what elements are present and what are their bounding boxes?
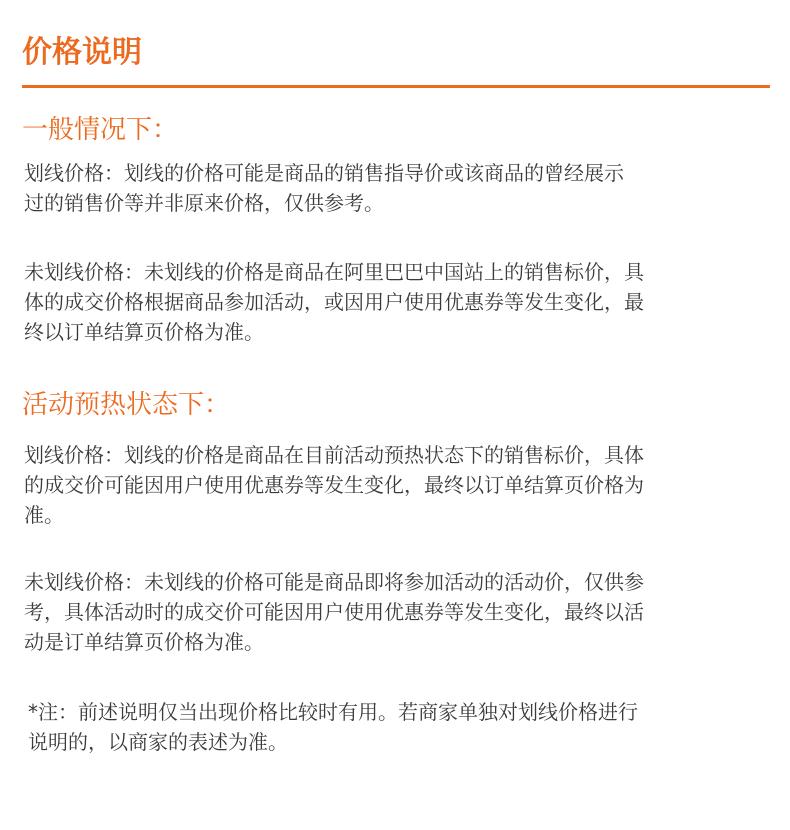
paragraph-line: 未划线价格：未划线的价格可能是商品即将参加活动的活动价，仅供参 [24,570,644,594]
paragraph-line: 考，具体活动时的成交价可能因用户使用优惠券等发生变化，最终以活 [24,600,644,624]
paragraph-non-strikethrough-price-normal [24,257,644,347]
paragraph-line: 划线价格：划线的价格是商品在目前活动预热状态下的销售标价，具体 [24,443,644,467]
paragraph-strikethrough-price-preheat [24,440,644,530]
paragraph-line: 划线价格：划线的价格可能是商品的销售指导价或该商品的曾经展示 [24,161,624,185]
footnote-line: 说明的，以商家的表述为准。 [28,730,288,754]
paragraph-line: 体的成交价格根据商品参加活动，或因用户使用优惠券等发生变化，最 [24,290,644,314]
paragraph-line: 动是订单结算页价格为准。 [24,630,264,654]
paragraph-line: 的成交价可能因用户使用优惠券等发生变化，最终以订单结算页价格为 [24,473,644,497]
section-heading-preheat: 活动预热状态下： [22,390,231,420]
paragraph-strikethrough-price-normal [24,158,624,218]
footnote-line: *注：前述说明仅当出现价格比较时有用。若商家单独对划线价格进行 [28,700,638,724]
title-divider [22,85,770,88]
paragraph-line: 未划线价格：未划线的价格是商品在阿里巴巴中国站上的销售标价，具 [24,260,644,284]
section-heading-normal: 一般情况下： [22,115,179,145]
paragraph-line: 准。 [24,503,64,527]
paragraph-line: 过的销售价等并非原来价格，仅供参考。 [24,191,384,215]
paragraph-line: 终以订单结算页价格为准。 [24,320,264,344]
page-title: 价格说明 [22,35,142,70]
paragraph-non-strikethrough-price-preheat [24,567,644,657]
footnote [28,697,638,757]
